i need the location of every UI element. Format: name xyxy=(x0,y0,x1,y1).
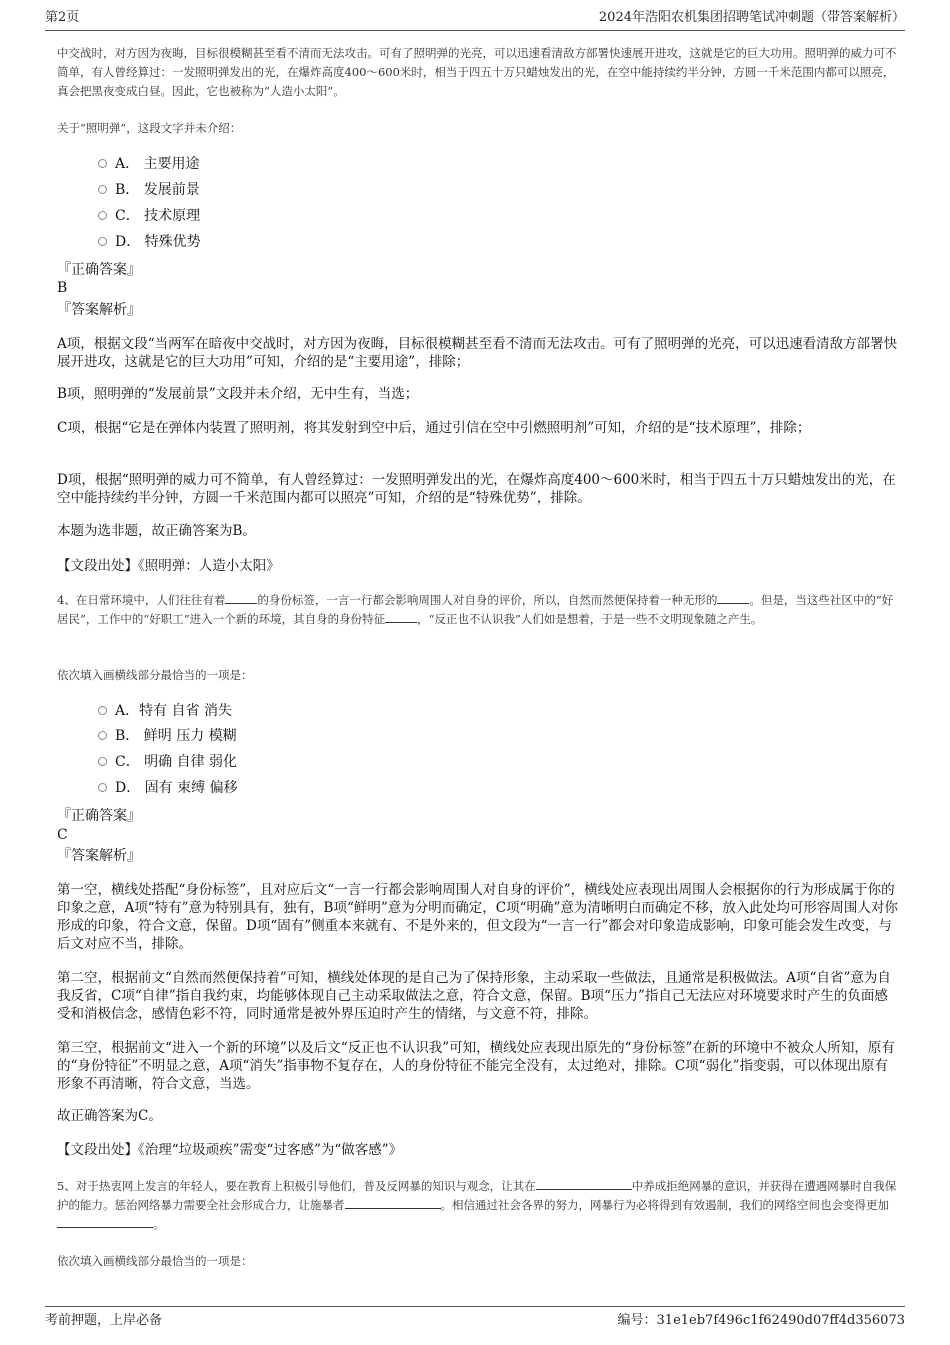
q3-passage: 中交战时，对方因为夜晦，目标很模糊甚至看不清而无法攻击。可有了照明弹的光亮，可以迅速看清敌方部署快速展开进攻，这就是它的巨大功用。照明弹的威力可不简单，有人曾经算过：一发照明弹发出的光，在爆炸高度400～600米时，相当于四五十万只蜡烛发出的光，在空中能持续约半分钟，方圆一千米范围内都可以照亮，真会把黑夜变成白昼。因此，它也被称为“人造小太阳”。 xyxy=(57,46,897,98)
document-title: 2024年浩阳农机集团招聘笔试冲刺题（带答案解析） xyxy=(598,10,905,25)
q3-analysis-d: D项，根据“照明弹的威力可不简单，有人曾经算过：一发照明弹发出的光，在爆炸高度400～600米时，相当于四五十万只蜡烛发出的光，在空中能持续约半分钟，方圆一千米范围内都可以照亮”可知，介绍的是“特殊优势”，排除。 xyxy=(57,472,896,506)
q4-analysis-1: 第一空，横线处搭配“身份标签”，且对应后文“一言一行都会影响周围人对自身的评价”，横线处应表现出周围人会根据你的行为形成属于你的印象之意，A项“特有”意为特别具有，独有，B项“鲜明”意为分明而确定，C项“明确”意为清晰明白而确定不移，放入此处均可形容周围人对你形成的印象，符合文意，保留。D项“固有”侧重本来就有、不是外来的，但文段为“一言一行”都会对印象造成影响，印象可能会发生改变，与后文对应不当，排除。 xyxy=(57,882,898,952)
radio-icon xyxy=(98,731,107,740)
q4-analysis-2: 第二空，根据前文“自然而然便保持着”可知，横线处体现的是自己为了保持形象，主动采取一些做法，且通常是积极做法。A项“自省”意为自我反省，C项“自律”指自我约束，均能够体现自己主动采取做法之意，符合文意，保留。B项“压力”指自己无法应对环境要求时产生的负面感受和消极信念，感情色彩不符，同时通常是被外界压迫时产生的情绪，与文意不符，排除。 xyxy=(57,970,891,1022)
q4-analysis-3: 第三空，根据前文“进入一个新的环境”以及后文“反正也不认识我”可知，横线处应表现出原先的“身份标签”在新的环境中不被众人所知，原有的“身份特征”不明显之意，A项“消失”指事物不复存在，人的身份特征不能完全没有，太过绝对，排除。C项“弱化”指变弱，可以体现出原有形象不再清晰，符合文意，当选。 xyxy=(57,1040,895,1092)
q3-analysis-c: C项，根据“它是在弹体内装置了照明剂，将其发射到空中后，通过引信在空中引燃照明剂”可知，介绍的是“技术原理”，排除； xyxy=(57,420,811,436)
q4-answer: C xyxy=(57,827,68,843)
blank-3 xyxy=(57,1215,153,1228)
q4-answer-label: 『正确答案』 xyxy=(57,808,141,824)
q4-option-c[interactable]: C． 明确 自律 弱化 xyxy=(98,753,237,771)
page-header xyxy=(45,8,905,31)
q3-option-d[interactable]: D． 特殊优势 xyxy=(98,233,201,251)
q3-answer-label: 『正确答案』 xyxy=(57,262,141,278)
radio-icon xyxy=(98,706,107,715)
q3-option-a[interactable]: A． 主要用途 xyxy=(98,155,200,173)
radio-icon xyxy=(98,159,107,168)
radio-icon xyxy=(98,237,107,246)
q3-source: 【文段出处】《照明弹：人造小太阳》 xyxy=(57,558,280,574)
radio-icon xyxy=(98,211,107,220)
q4-option-d[interactable]: D． 固有 束缚 偏移 xyxy=(98,779,238,797)
page-footer xyxy=(45,1306,905,1328)
radio-icon xyxy=(98,757,107,766)
q5-passage: 5、对于热衷网上发言的年轻人，要在教育上积极引导他们，普及反网暴的知识与观念，让其在 中养成拒绝网暴的意识，并获得在遭遇网暴时自我保护的能力。惩治网络暴力需要全社会形成合力，让施暴者 。相信通过社会各界的努力，网暴行为必将得到有效遏制，我们的网络空间也会变得更加。 xyxy=(57,1179,897,1231)
q3-option-b[interactable]: B． 发展前景 xyxy=(98,181,200,199)
radio-icon xyxy=(98,185,107,194)
blank-1 xyxy=(225,591,257,604)
page-number: 第2页 xyxy=(45,10,80,25)
document-id: 编号：31e1eb7f496c1f62490d07ff4d356073 xyxy=(617,1313,905,1328)
blank-2 xyxy=(717,591,749,604)
q3-answer: B xyxy=(57,280,68,296)
radio-icon xyxy=(98,783,107,792)
q4-conclusion: 故正确答案为C。 xyxy=(57,1108,162,1124)
q3-analysis-label: 『答案解析』 xyxy=(57,302,141,318)
q4-analysis-label: 『答案解析』 xyxy=(57,848,141,864)
blank-2 xyxy=(345,1196,441,1209)
footer-slogan: 考前押题，上岸必备 xyxy=(45,1313,163,1328)
q3-analysis-a: A项，根据文段“当两军在暗夜中交战时，对方因为夜晦，目标很模糊甚至看不清而无法攻击。可有了照明弹的光亮，可以迅速看清敌方部署快展开进攻，这就是它的巨大功用”可知，介绍的是“主要用途”，排除； xyxy=(57,336,898,370)
q3-conclusion: 本题为选非题，故正确答案为B。 xyxy=(57,523,256,539)
blank-1 xyxy=(536,1177,632,1190)
q3-analysis-b: B项，照明弹的“发展前景”文段并未介绍，无中生有，当选； xyxy=(57,386,419,402)
q4-option-b[interactable]: B． 鲜明 压力 模糊 xyxy=(98,727,237,745)
q3-option-c[interactable]: C． 技术原理 xyxy=(98,207,200,225)
q5-question: 依次填入画横线部分最恰当的一项是： xyxy=(57,1254,253,1268)
blank-3 xyxy=(385,610,417,623)
q4-passage: 4、在日常环境中，人们往往有着 的身份标签，一言一行都会影响周围人对自身的评价，所以，自然而然便保持着一种无形的 。但是，当这些社区中的“好居民”，工作中的“好职工”进入一个新的环境，其自身的身份特征 ，“反正也不认识我”人们如是想着，于是一些不文明现象随之产生。 xyxy=(57,593,894,626)
q3-question: 关于“照明弹”，这段文字并未介绍： xyxy=(57,121,242,135)
q4-question: 依次填入画横线部分最恰当的一项是： xyxy=(57,668,253,682)
q4-source: 【文段出处】《治理“垃圾顽疾”需变“过客感”为“做客感”》 xyxy=(57,1142,403,1158)
q4-option-a[interactable]: A．特有 自省 消失 xyxy=(98,702,232,720)
